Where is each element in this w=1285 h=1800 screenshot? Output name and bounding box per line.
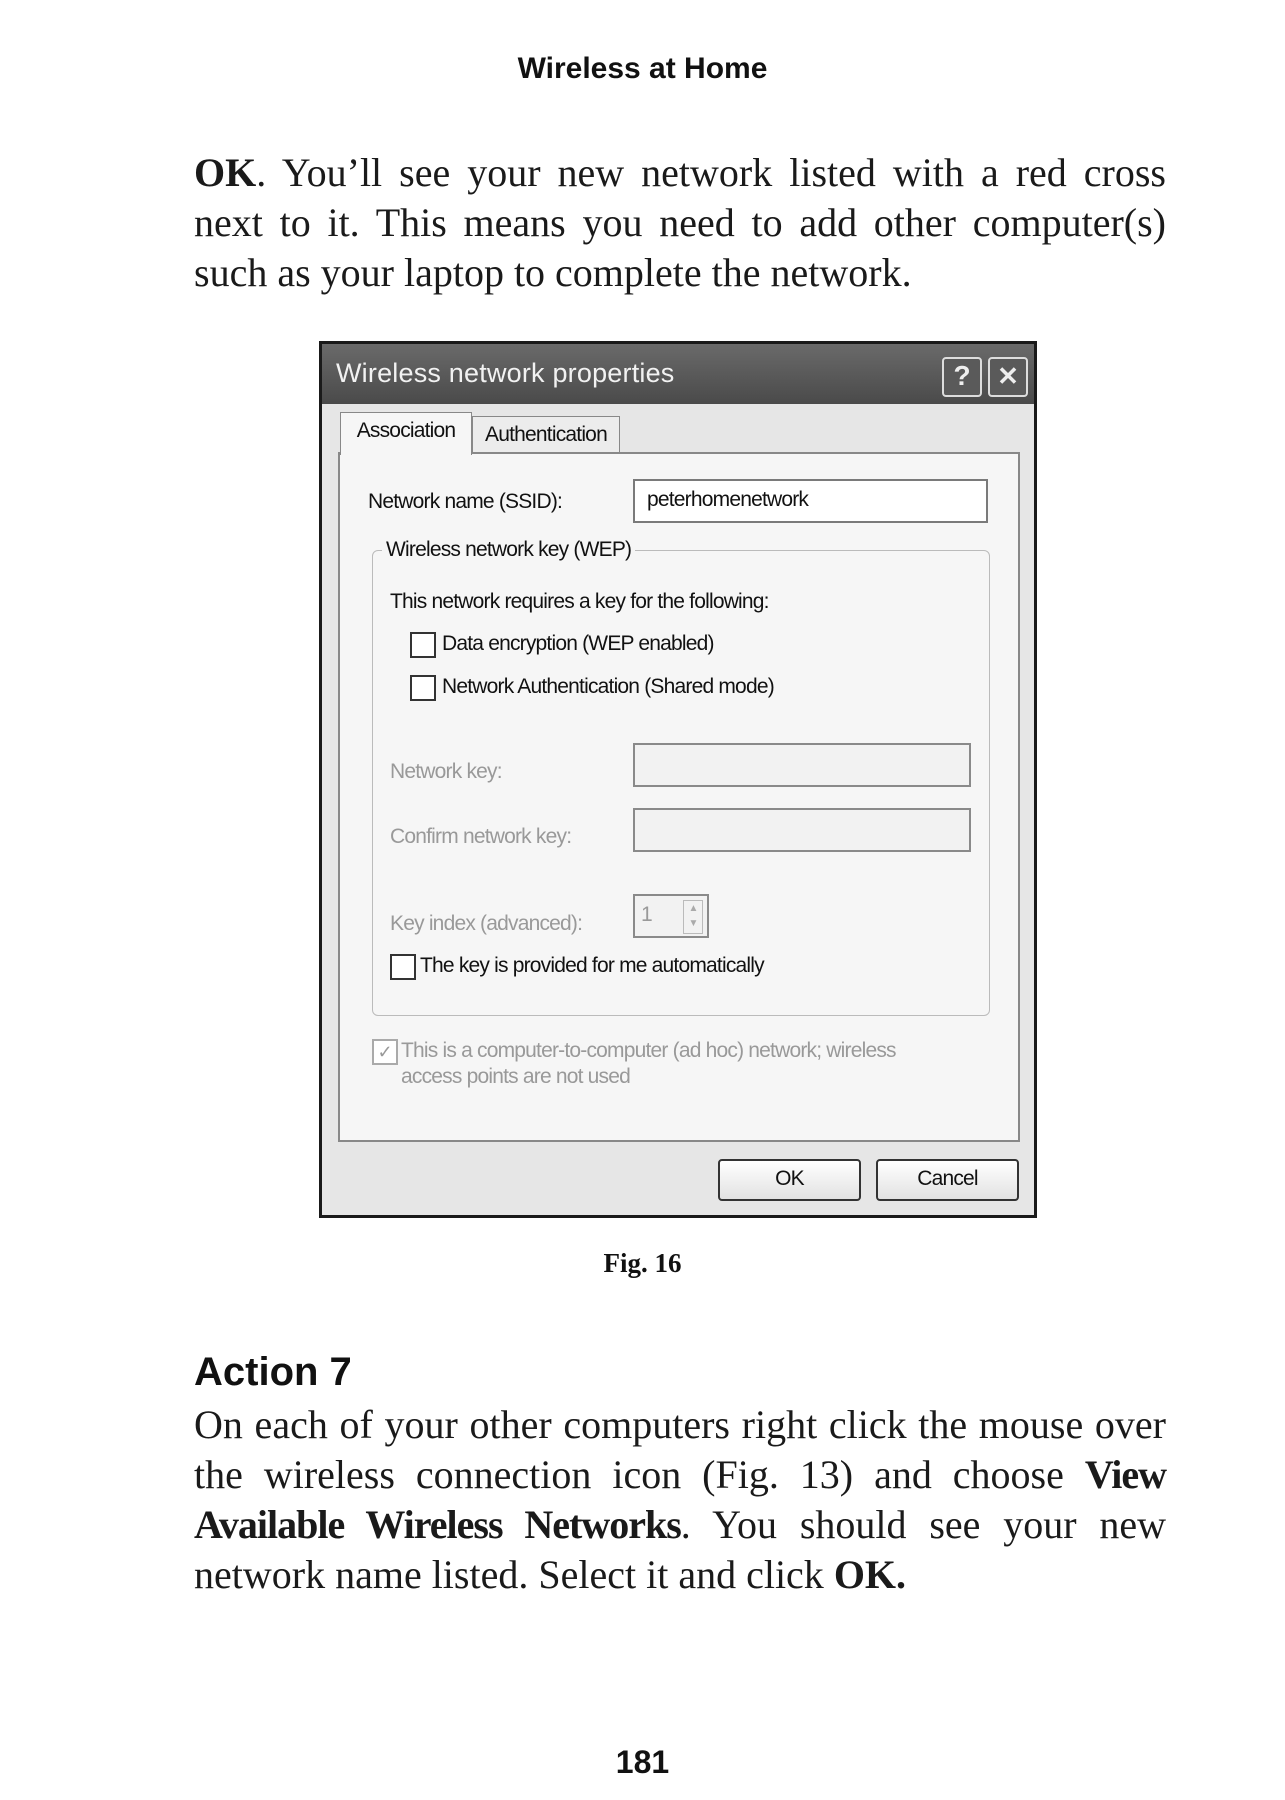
confirm-key-label: Confirm network key: [390, 825, 572, 848]
intro-text: . You’ll see your new network listed with a red cross next to it. This means you need to add other computer(s) such as your laptop to complete the network. [194, 150, 1166, 295]
network-auth-label: Network Authentication (Shared mode) [442, 675, 774, 698]
running-head: Wireless at Home [517, 52, 768, 85]
adhoc-checkbox[interactable]: ✓ [372, 1039, 398, 1065]
help-button[interactable]: ? [942, 357, 982, 397]
action-heading: Action 7 [194, 1350, 352, 1394]
figure-caption: Fig. 16 [603, 1248, 682, 1278]
network-key-label: Network key: [390, 760, 502, 783]
action-text-2: . You should see your new network name listed. Select it and click [194, 1502, 1167, 1597]
wireless-properties-dialog [319, 341, 1037, 1218]
association-panel [338, 452, 1020, 1142]
data-encryption-checkbox[interactable] [410, 632, 436, 658]
tab-association[interactable]: Association [340, 412, 472, 455]
wep-group-label: Wireless network key (WEP) [382, 538, 635, 562]
network-key-input[interactable] [633, 743, 971, 787]
action-bold-1: View Available Wireless Networks [194, 1452, 1166, 1547]
dialog-title: Wireless network properties [336, 358, 675, 388]
data-encryption-label: Data encryption (WEP enabled) [442, 632, 714, 655]
action-bold-2: OK. [833, 1552, 907, 1597]
confirm-key-input[interactable] [633, 808, 971, 852]
key-index-stepper[interactable] [633, 894, 709, 938]
action-text-1: On each of your other computers right click the mouse over the wireless connection icon (Fig. 13) and choose [194, 1402, 1166, 1497]
title-bar [322, 344, 1034, 404]
close-button[interactable]: ✕ [988, 357, 1028, 397]
ssid-input[interactable]: peterhomenetwork [633, 479, 988, 523]
tab-authentication[interactable]: Authentication [472, 416, 620, 455]
key-index-label: Key index (advanced): [390, 912, 583, 935]
adhoc-label-line-2: access points are not used [401, 1065, 631, 1088]
auto-key-label: The key is provided for me automatically [420, 954, 764, 977]
cancel-button[interactable]: Cancel [876, 1159, 1019, 1201]
action-paragraph [194, 1400, 1166, 1600]
adhoc-label-line-1: This is a computer-to-computer (ad hoc) network; wireless [401, 1039, 896, 1062]
adhoc-label [401, 1038, 896, 1090]
requires-key-label: This network requires a key for the following: [390, 590, 769, 613]
ssid-label: Network name (SSID): [368, 490, 563, 513]
intro-paragraph [194, 148, 1166, 298]
page-number: 181 [615, 1744, 670, 1780]
network-auth-checkbox[interactable] [410, 675, 436, 701]
ok-button[interactable]: OK [718, 1159, 861, 1201]
ok-bold: OK [194, 150, 257, 195]
key-index-value: 1 [641, 903, 652, 926]
spinner-arrows-icon[interactable]: ▲ ▼ [683, 900, 703, 934]
auto-key-checkbox[interactable] [390, 954, 416, 980]
